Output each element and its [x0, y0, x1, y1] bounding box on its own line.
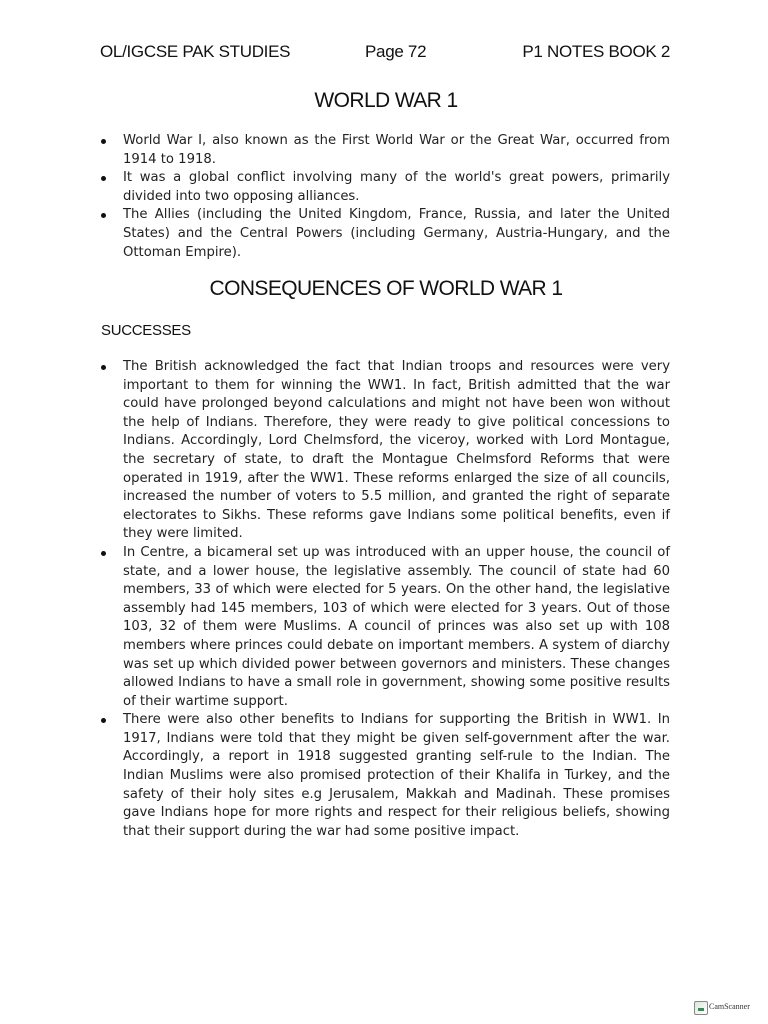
- page-header: [100, 42, 670, 68]
- bullet-text: It was a global conflict involving many of the world's great powers, primarily divided into two opposing alliances.: [123, 170, 670, 204]
- section-title-consequences: CONSEQUENCES OF WORLD WAR 1: [209, 277, 563, 300]
- bullet-text: The British acknowledged the fact that Indian troops and resources were very important to them for winning the WW1. In fact, British admitted that the war could have prolonged beyond calculations and might not have been won without the help of Indians. Therefore, they were ready to give political concessions to Indians. Accordingly, Lord Chelmsford, the viceroy, worked with Lord Montague, the secretary of state, to draft the Montague Chelmsford Reforms that were operated in 1919, after the WW1. These reforms enlarged the size of all councils, increased the number of voters to 5.5 million, and granted the right of separate electorates to Sikhs. These reforms gave Indians some political benefits, even if they were limited.: [123, 359, 670, 542]
- list-item: [100, 132, 670, 169]
- watermark-text: CamScanner: [709, 1002, 750, 1011]
- list-item: [100, 206, 670, 262]
- intro-bullet-list: [100, 132, 670, 262]
- camscanner-watermark: [694, 1000, 756, 1016]
- bullet-icon: [101, 718, 106, 723]
- bullet-icon: [101, 139, 106, 144]
- section-title-world-war-1: WORLD WAR 1: [314, 89, 458, 112]
- bullet-icon: [101, 551, 106, 556]
- bullet-text: World War I, also known as the First World War or the Great War, occurred from 1914 to 1918.: [123, 133, 670, 167]
- successes-bullet-list: [100, 358, 670, 841]
- list-item: [100, 544, 670, 711]
- subheading-successes: SUCCESSES: [101, 322, 191, 339]
- list-item: [100, 169, 670, 206]
- list-item: [100, 358, 670, 544]
- header-page-number: Page 72: [365, 42, 427, 61]
- bullet-icon: [101, 176, 106, 181]
- bullet-icon: [101, 365, 106, 370]
- list-item: [100, 711, 670, 841]
- bullet-icon: [101, 213, 106, 218]
- camscanner-logo-icon: [694, 1001, 708, 1015]
- bullet-text: In Centre, a bicameral set up was introduced with an upper house, the council of state, and a lower house, the legislative assembly. The council of state had 60 members, 33 of which were elected for 5 years. On the other hand, the legislative assembly had 145 members, 103 of which were elected for 3 years. Out of those 103, 32 of them were Muslims. A council of princes was also set up with 108 members where princes could debate on important members. A system of diarchy was set up which divided power between governors and ministers. These changes allowed Indians to have a small role in government, showing some positive results of their wartime support.: [123, 544, 670, 709]
- header-course-title: OL/IGCSE PAK STUDIES: [100, 42, 291, 61]
- bullet-text: The Allies (including the United Kingdom, France, Russia, and later the United States) and the Central Powers (including Germany, Austria-Hungary, and the Ottoman Empire).: [123, 207, 670, 260]
- bullet-text: There were also other benefits to Indians for supporting the British in WW1. In 1917, Indians were told that they might be given self-government after the war. Accordingly, a report in 1918 suggested granting self-rule to the Indian. The Indian Muslims were also promised protection of their Khalifa in Turkey, and the safety of their holy sites e.g Jerusalem, Makkah and Madinah. These promises gave Indians hope for more rights and respect for their religious beliefs, showing that their support during the war had some positive impact.: [123, 712, 670, 839]
- header-book-title: P1 NOTES BOOK 2: [522, 42, 670, 61]
